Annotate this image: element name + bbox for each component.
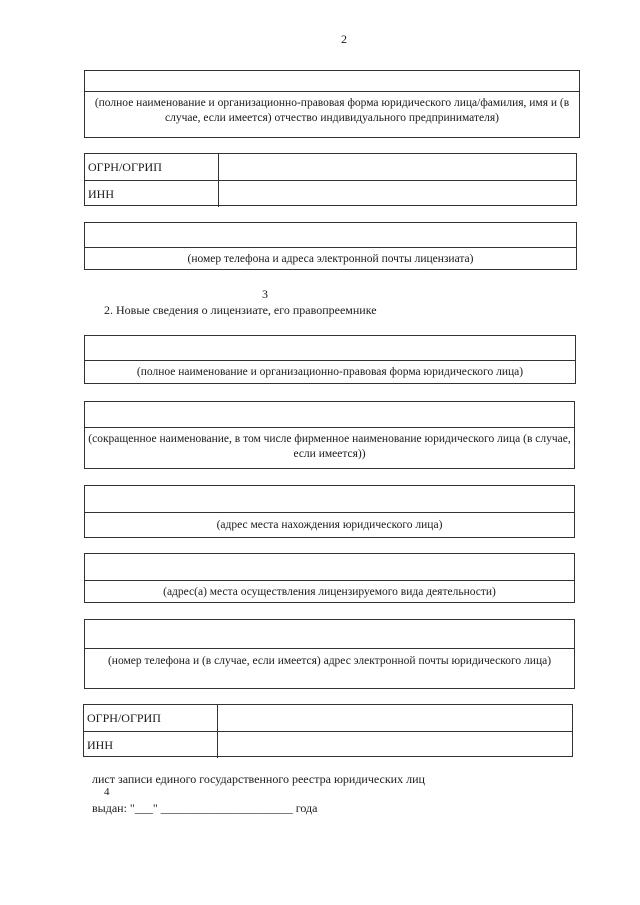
ogrn-row-2	[84, 705, 572, 731]
new-full-name-field[interactable]	[85, 336, 575, 359]
ogrn-label-2: ОГРН/ОГРИП	[84, 705, 218, 731]
new-contacts-caption: (номер телефона и (в случае, если имеется) адрес электронной почты юридического лица)	[107, 655, 552, 667]
page-number: 2	[341, 32, 347, 46]
licensee-contacts-caption: (номер телефона и адреса электронной почты лицензиата)	[187, 253, 474, 265]
inn-row-2	[84, 731, 572, 758]
new-full-name-caption: (полное наименование и организационно-правовая форма юридического лица)	[136, 366, 524, 378]
egrul-sheet-line: лист записи единого государственного реестра юридических лиц	[92, 772, 425, 786]
footnote-4: 4	[104, 786, 110, 798]
activity-address-caption: (адрес(а) места осуществления лицензируемого вида деятельности)	[163, 586, 496, 598]
footnote-3: 3	[262, 287, 268, 301]
licensee-ids-table	[84, 153, 577, 206]
ogrn-field[interactable]	[220, 154, 576, 180]
licensee-name-field[interactable]	[85, 71, 579, 90]
inn-label: ИНН	[85, 181, 219, 207]
licensee-contacts-field[interactable]	[85, 223, 576, 246]
new-ids-table	[83, 704, 573, 757]
inn-field[interactable]	[220, 181, 576, 207]
short-name-caption: (сокращенное наименование, в том числе фирменное наименование юридического лица (в случае, если имеется))	[88, 433, 571, 460]
inn-label-2: ИНН	[84, 732, 218, 758]
ogrn-label: ОГРН/ОГРИП	[85, 154, 219, 180]
ogrn-row	[85, 154, 576, 180]
section-2-heading: 2. Новые сведения о лицензиате, его правопреемнике	[104, 303, 377, 317]
inn-row	[85, 180, 576, 207]
issued-date-line[interactable]: выдан: "___" ______________________ года	[92, 801, 318, 815]
licensee-name-caption: (полное наименование и организационно-правовая форма юридического лица/фамилия, имя и (в случае, если имеется) отчество индивидуального предпринимателя)	[94, 97, 570, 124]
activity-address-field[interactable]	[85, 554, 574, 579]
inn-field-2[interactable]	[219, 732, 572, 758]
short-name-field[interactable]	[85, 402, 574, 426]
legal-address-caption: (адрес места нахождения юридического лица)	[216, 519, 443, 531]
legal-address-field[interactable]	[85, 486, 574, 511]
ogrn-field-2[interactable]	[219, 705, 572, 731]
new-contacts-field[interactable]	[85, 620, 574, 647]
